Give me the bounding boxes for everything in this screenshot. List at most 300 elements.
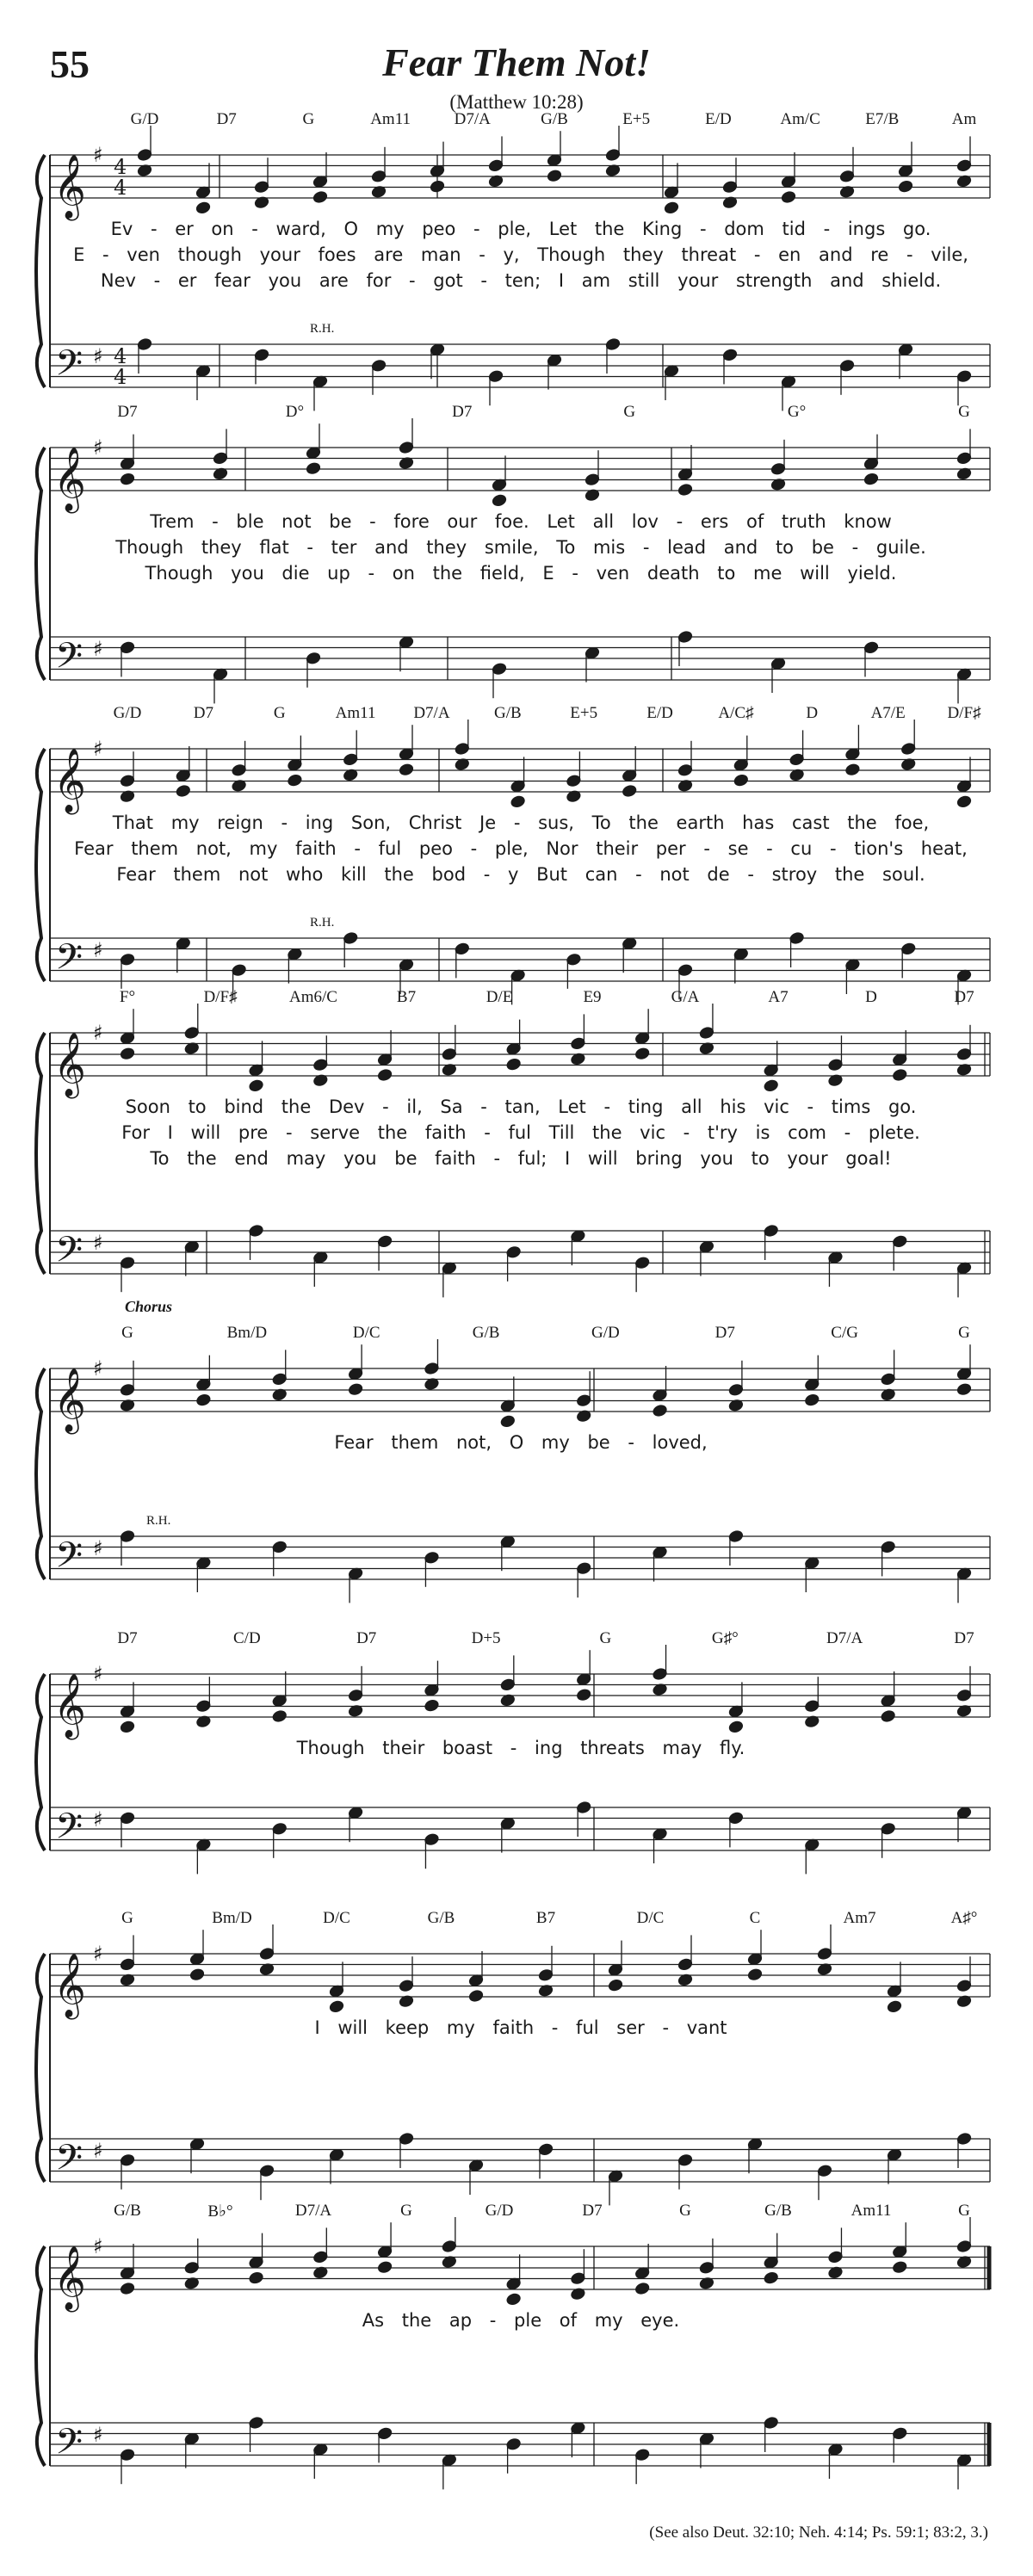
treble-alto-note [287, 774, 302, 787]
bass-note [570, 1229, 585, 1242]
treble-alto-note [733, 774, 749, 787]
treble-alto-note [764, 2271, 779, 2284]
lyric-line: Trem - ble not be - fore our foe. Let all lov - ers of truth know [150, 511, 892, 532]
treble-alto-note [764, 1079, 779, 1092]
bass-note [430, 343, 445, 355]
chord-symbol: G [121, 1324, 133, 1342]
chord-symbol: G/D [485, 2202, 514, 2220]
bass-note [747, 2137, 763, 2150]
chord-symbol: D7 [954, 988, 974, 1006]
bass-note [728, 1812, 744, 1825]
key-signature-sharp: ♯ [93, 2139, 103, 2163]
right-hand-annotation: R.H. [146, 1514, 171, 1528]
bass-note [120, 1812, 135, 1825]
lyric-line: To the end may you be faith - ful; I will bring you to your goal! [150, 1148, 892, 1169]
treble-note [424, 1683, 440, 1696]
bass-note [892, 1235, 907, 1248]
chord-symbol: Am11 [851, 2202, 892, 2220]
bass-note [634, 2448, 650, 2461]
bass-note [249, 1224, 264, 1237]
chord-symbol: G [599, 1629, 612, 1647]
treble-note [585, 473, 600, 485]
bass-note [764, 2416, 779, 2429]
chord-symbol: G/B [427, 1909, 455, 1927]
scripture-reference: (Matthew 10:28) [449, 91, 584, 113]
treble-note [828, 1058, 844, 1071]
treble-note [839, 170, 855, 182]
bass-note [576, 1561, 591, 1574]
treble-note [956, 1047, 972, 1060]
lyric-line: That my reign - ing Son, Christ Je - sus, To the earth has cast the foe, [112, 812, 930, 833]
chord-symbol: C [749, 1909, 761, 1927]
bass-note [287, 948, 302, 961]
treble-alto-note [249, 1079, 264, 1092]
treble-clef: 𝄞 [53, 1033, 86, 1096]
treble-alto-note [195, 1393, 211, 1406]
chord-symbol: G/D [130, 110, 159, 128]
treble-note [733, 758, 749, 771]
treble-alto-note [329, 2000, 344, 2013]
bass-note [377, 2427, 393, 2440]
hymn-number: 55 [50, 42, 90, 86]
key-signature-sharp: ♯ [93, 1021, 103, 1045]
treble-clef: 𝄞 [53, 1674, 86, 1738]
treble-note [184, 2261, 200, 2274]
treble-note [605, 148, 621, 161]
lyric-line: Fear them not, my faith - ful peo - ple, Nor their per - se - cu - tion's heat, [74, 838, 968, 859]
bass-note [677, 2153, 693, 2166]
treble-clef: 𝄞 [53, 155, 86, 219]
treble-alto-note [506, 1058, 522, 1071]
treble-alto-note [510, 795, 526, 808]
treble-alto-note [844, 763, 860, 775]
treble-alto-note [634, 2282, 650, 2295]
treble-note [259, 1947, 275, 1960]
chord-symbol: A♯° [950, 1909, 978, 1927]
treble-note [287, 758, 302, 771]
treble-alto-note [881, 1709, 896, 1722]
treble-alto-note [377, 2260, 393, 2273]
bass-note [605, 337, 621, 350]
lyric-line: Though they flat - ter and they smile, To mis - lead and to be - guile. [115, 537, 926, 558]
brace [36, 1674, 45, 1850]
treble-note [804, 1378, 820, 1391]
bass-note [677, 630, 693, 643]
bass-note [120, 953, 135, 966]
treble-alto-note [634, 1047, 650, 1059]
chord-symbol: D° [285, 403, 305, 421]
treble-note [399, 441, 414, 454]
treble-note [348, 1689, 363, 1702]
bass-note [399, 635, 414, 648]
bass-note [424, 1551, 440, 1564]
time-signature-top: 4 [114, 344, 127, 368]
treble-alto-note [424, 1699, 440, 1712]
chord-symbol: G [400, 2202, 412, 2220]
chord-symbol: G [679, 2202, 691, 2220]
chord-symbol: B7 [396, 988, 417, 1006]
treble-alto-note [608, 1979, 623, 1992]
chord-symbol: D/E [486, 988, 513, 1006]
bass-note [699, 1240, 714, 1253]
treble-note [804, 1699, 820, 1712]
treble-alto-note [195, 201, 211, 214]
chord-symbol: Am11 [335, 704, 376, 722]
bass-note [343, 931, 358, 944]
chord-symbol: D/C [636, 1909, 665, 1927]
bass-note [887, 2148, 902, 2161]
treble-note [430, 164, 445, 177]
bass-clef: 𝄢 [55, 635, 84, 685]
treble-note [120, 1031, 135, 1044]
right-hand-annotation: R.H. [310, 322, 335, 336]
brace [36, 448, 45, 680]
brace [36, 749, 45, 981]
treble-note [653, 1667, 668, 1680]
treble-alto-note [622, 784, 637, 797]
bass-clef: 𝄢 [55, 936, 84, 986]
chord-symbol: G [958, 2202, 970, 2220]
key-signature-sharp: ♯ [93, 1807, 103, 1832]
chord-symbol: G [623, 403, 636, 421]
key-signature-sharp: ♯ [93, 1942, 103, 1966]
chord-symbol: A/C♯ [718, 704, 754, 722]
bass-note [547, 354, 562, 367]
treble-alto-note [468, 1989, 484, 2002]
right-hand-annotation: R.H. [310, 916, 335, 930]
bass-note [176, 936, 191, 949]
chord-symbol: B7 [535, 1909, 556, 1927]
bass-note [728, 1529, 744, 1542]
chord-symbol: G [121, 1909, 133, 1927]
bass-note [733, 948, 749, 961]
bass-clef: 𝄢 [55, 343, 84, 392]
lyric-line: I will keep my faith - ful ser - vant [314, 2017, 727, 2038]
treble-note [817, 1947, 832, 1960]
treble-alto-note [399, 763, 414, 775]
chord-symbol: Am11 [370, 110, 411, 128]
chord-symbol: G/D [591, 1324, 620, 1342]
chord-symbol: Am6/C [289, 988, 337, 1006]
treble-alto-note [120, 2282, 135, 2295]
treble-note [900, 742, 916, 755]
bass-clef: 𝄢 [55, 2421, 84, 2471]
lyric-line: Fear them not, O my be - loved, [334, 1432, 708, 1453]
bass-note [348, 1806, 363, 1819]
bass-note [120, 2153, 135, 2166]
chord-symbol: G/B [493, 704, 522, 722]
bass-note [120, 2448, 135, 2461]
treble-alto-note [120, 1047, 135, 1059]
bass-clef: 𝄢 [55, 1535, 84, 1585]
bass-note [306, 652, 321, 664]
chord-symbol: D7 [356, 1629, 377, 1647]
chord-symbol: G [273, 704, 286, 722]
chord-symbol: G [302, 110, 315, 128]
treble-note [576, 1393, 591, 1406]
treble-alto-note [249, 2271, 264, 2284]
bass-note [232, 963, 247, 976]
bass-note [399, 2132, 414, 2145]
chord-symbol: D/C [352, 1324, 380, 1342]
chord-symbol: Am [951, 110, 977, 128]
brace [36, 1368, 45, 1579]
treble-note [566, 774, 581, 787]
treble-note [488, 159, 504, 172]
treble-note [455, 742, 470, 755]
chord-symbol: G/B [472, 1324, 500, 1342]
treble-note [120, 774, 135, 787]
treble-note [863, 457, 879, 470]
treble-alto-note [377, 1068, 393, 1081]
treble-note [844, 747, 860, 760]
chord-symbol: D7 [117, 1629, 138, 1647]
bass-note [455, 942, 470, 955]
bass-note [329, 2148, 344, 2161]
bass-note [881, 1541, 896, 1554]
bass-note [566, 953, 581, 966]
treble-note [343, 753, 358, 766]
treble-alto-note [348, 1382, 363, 1395]
chord-symbol: Am7 [843, 1909, 876, 1927]
treble-note [747, 1952, 763, 1965]
chord-symbol: G/B [764, 2202, 792, 2220]
treble-note [722, 180, 738, 193]
chord-symbol: D7 [216, 110, 237, 128]
treble-alto-note [863, 473, 879, 485]
treble-note [312, 1058, 328, 1071]
treble-note [898, 164, 913, 177]
bass-note [538, 2143, 554, 2156]
bass-note [585, 646, 600, 659]
bass-note [120, 1529, 135, 1542]
treble-note [120, 1383, 135, 1396]
treble-alto-note [728, 1720, 744, 1733]
treble-note [506, 1042, 522, 1055]
chord-symbol: G/A [671, 988, 700, 1006]
treble-note [608, 1963, 623, 1976]
bass-note [272, 1541, 288, 1554]
treble-note [120, 1958, 135, 1971]
chord-symbol: E+5 [622, 110, 651, 128]
treble-note [399, 1979, 414, 1992]
bass-note [677, 963, 693, 976]
treble-note [189, 1952, 205, 1965]
lyric-line: As the ap - ple of my eye. [362, 2310, 680, 2331]
chord-symbol: E/D [705, 110, 732, 128]
chord-symbol: Bm/D [226, 1324, 268, 1342]
treble-note [677, 763, 693, 776]
bass-note [789, 931, 805, 944]
bass-note [424, 1832, 440, 1845]
treble-note [272, 1373, 288, 1386]
treble-note [306, 446, 321, 459]
bass-note [254, 349, 269, 361]
treble-note [699, 1026, 714, 1039]
chord-symbol: D7 [582, 2202, 603, 2220]
bass-note [699, 2432, 714, 2445]
treble-clef: 𝄞 [53, 2246, 86, 2310]
bass-note [371, 359, 387, 372]
hymn-title: Fear Them Not! [382, 40, 651, 84]
bass-note [653, 1546, 668, 1559]
treble-note [677, 1958, 693, 1971]
bass-note [956, 369, 972, 382]
treble-alto-note [956, 1382, 972, 1395]
bass-note [120, 641, 135, 654]
chord-symbol: G/B [541, 110, 568, 128]
treble-note [500, 1678, 516, 1691]
treble-clef: 𝄞 [53, 1954, 86, 2017]
treble-alto-note [176, 784, 191, 797]
treble-note [764, 2256, 779, 2269]
key-signature-sharp: ♯ [93, 1536, 103, 1560]
treble-note [956, 159, 972, 172]
treble-note [570, 1037, 585, 1050]
chord-symbol: D7/A [413, 704, 450, 722]
bass-note [184, 1240, 200, 1253]
chord-symbol: E/D [646, 704, 673, 722]
key-signature-sharp: ♯ [93, 344, 103, 368]
treble-alto-note [781, 190, 796, 203]
chord-symbol: E+5 [570, 704, 598, 722]
treble-note [442, 2239, 457, 2252]
treble-note [956, 2239, 972, 2252]
brace [36, 2246, 45, 2466]
chord-symbol: D/F♯ [947, 704, 981, 722]
treble-note [232, 763, 247, 776]
key-signature-sharp: ♯ [93, 143, 103, 167]
treble-alto-note [306, 461, 321, 474]
treble-note [195, 1378, 211, 1391]
treble-alto-note [189, 1968, 205, 1980]
treble-alto-note [547, 169, 562, 182]
key-signature-sharp: ♯ [93, 2234, 103, 2258]
bass-note [898, 343, 913, 355]
bass-note [500, 1817, 516, 1830]
bass-note [956, 1806, 972, 1819]
bass-note [817, 2164, 832, 2177]
treble-alto-note [892, 1068, 907, 1081]
treble-note [956, 1689, 972, 1702]
treble-note [547, 153, 562, 166]
key-signature-sharp: ♯ [93, 436, 103, 460]
bass-note [120, 1256, 135, 1269]
chord-symbol: D/C [323, 1909, 350, 1927]
brace [36, 1033, 45, 1274]
bass-clef: 𝄢 [55, 1229, 84, 1279]
chord-symbol: D/F♯ [203, 988, 238, 1006]
treble-note [828, 2251, 844, 2264]
chord-symbol: D [806, 704, 819, 722]
bass-note [839, 359, 855, 372]
time-signature-bottom: 4 [114, 176, 127, 200]
lyric-line: Though you die up - on the field, E - ven death to me will yield. [145, 563, 897, 584]
chord-symbol: D7 [714, 1324, 735, 1342]
chord-symbol: D7 [452, 403, 473, 421]
treble-alto-note [887, 2000, 902, 2013]
chord-symbol: E9 [583, 988, 602, 1006]
chord-symbol: G [958, 403, 970, 421]
bass-clef: 𝄢 [55, 1806, 84, 1856]
bass-note [189, 2137, 205, 2150]
lyric-line: Nev - er fear you are for - got - ten; I am still your strength and shield. [100, 270, 942, 291]
treble-note [699, 2261, 714, 2274]
treble-note [956, 1979, 972, 1992]
chord-symbol: G♯° [711, 1629, 739, 1647]
chord-symbol: D7/A [294, 2202, 332, 2220]
bass-note [722, 349, 738, 361]
chord-symbol: D7 [117, 403, 138, 421]
chord-symbol: C/G [831, 1324, 858, 1342]
treble-alto-note [312, 190, 328, 203]
bass-note [249, 2416, 264, 2429]
treble-note [312, 2251, 328, 2264]
chord-symbol: D7 [193, 704, 213, 722]
treble-clef: 𝄞 [53, 1368, 86, 1432]
treble-note [728, 1383, 744, 1396]
treble-alto-note [956, 795, 972, 808]
treble-note [254, 180, 269, 193]
treble-alto-note [804, 1393, 820, 1406]
chord-symbol: A7/E [870, 704, 906, 722]
treble-note [213, 452, 228, 465]
chord-symbol: B♭° [207, 2202, 233, 2221]
chord-symbol: D7/A [826, 1629, 863, 1647]
bass-note [506, 1245, 522, 1258]
bass-note [272, 1822, 288, 1835]
chord-symbol: G° [787, 403, 807, 421]
chord-symbol: A7 [768, 988, 789, 1006]
lyric-line: Soon to bind the Dev - il, Sa - tan, Let - ting all his vic - tims go. [125, 1096, 917, 1117]
treble-note [892, 2245, 907, 2258]
chord-symbol: G/D [113, 704, 142, 722]
bass-note [956, 2132, 972, 2145]
treble-note [137, 148, 152, 161]
treble-alto-note [500, 1415, 516, 1428]
bass-note [863, 641, 879, 654]
treble-note [424, 1362, 440, 1374]
treble-alto-note [747, 1968, 763, 1980]
treble-note [956, 452, 972, 465]
bass-note [892, 2427, 907, 2440]
lyric-line: Fear them not who kill the bod - y But can - not de - stroy the soul. [116, 864, 925, 885]
bass-note [506, 2437, 522, 2450]
treble-note [371, 170, 387, 182]
chord-symbol: E7/B [865, 110, 900, 128]
footnote: (See also Deut. 32:10; Neh. 4:14; Ps. 59:1; 83:2, 3.) [649, 2523, 988, 2542]
chord-symbol: D7 [954, 1629, 974, 1647]
treble-alto-note [664, 201, 679, 214]
bass-clef: 𝄢 [55, 2137, 84, 2187]
key-signature-sharp: ♯ [93, 2423, 103, 2447]
bass-note [500, 1535, 516, 1547]
lyric-line: For I will pre - serve the faith - ful Till the vic - t'ry is com - plete. [121, 1122, 920, 1143]
treble-clef: 𝄞 [53, 448, 86, 511]
treble-note [881, 1373, 896, 1386]
treble-alto-note [677, 483, 693, 496]
treble-alto-note [576, 1688, 591, 1701]
treble-alto-note [898, 180, 913, 193]
time-signature-bottom: 4 [114, 365, 127, 389]
chord-symbol: D+5 [471, 1629, 501, 1647]
treble-alto-note [653, 1404, 668, 1417]
bass-note [377, 1235, 393, 1248]
key-signature-sharp: ♯ [93, 1662, 103, 1686]
treble-note [377, 2245, 393, 2258]
treble-note [195, 1699, 211, 1712]
lyric-line: E - ven though your foes are man - y, Though they threat - en and re - vile, [73, 244, 968, 265]
